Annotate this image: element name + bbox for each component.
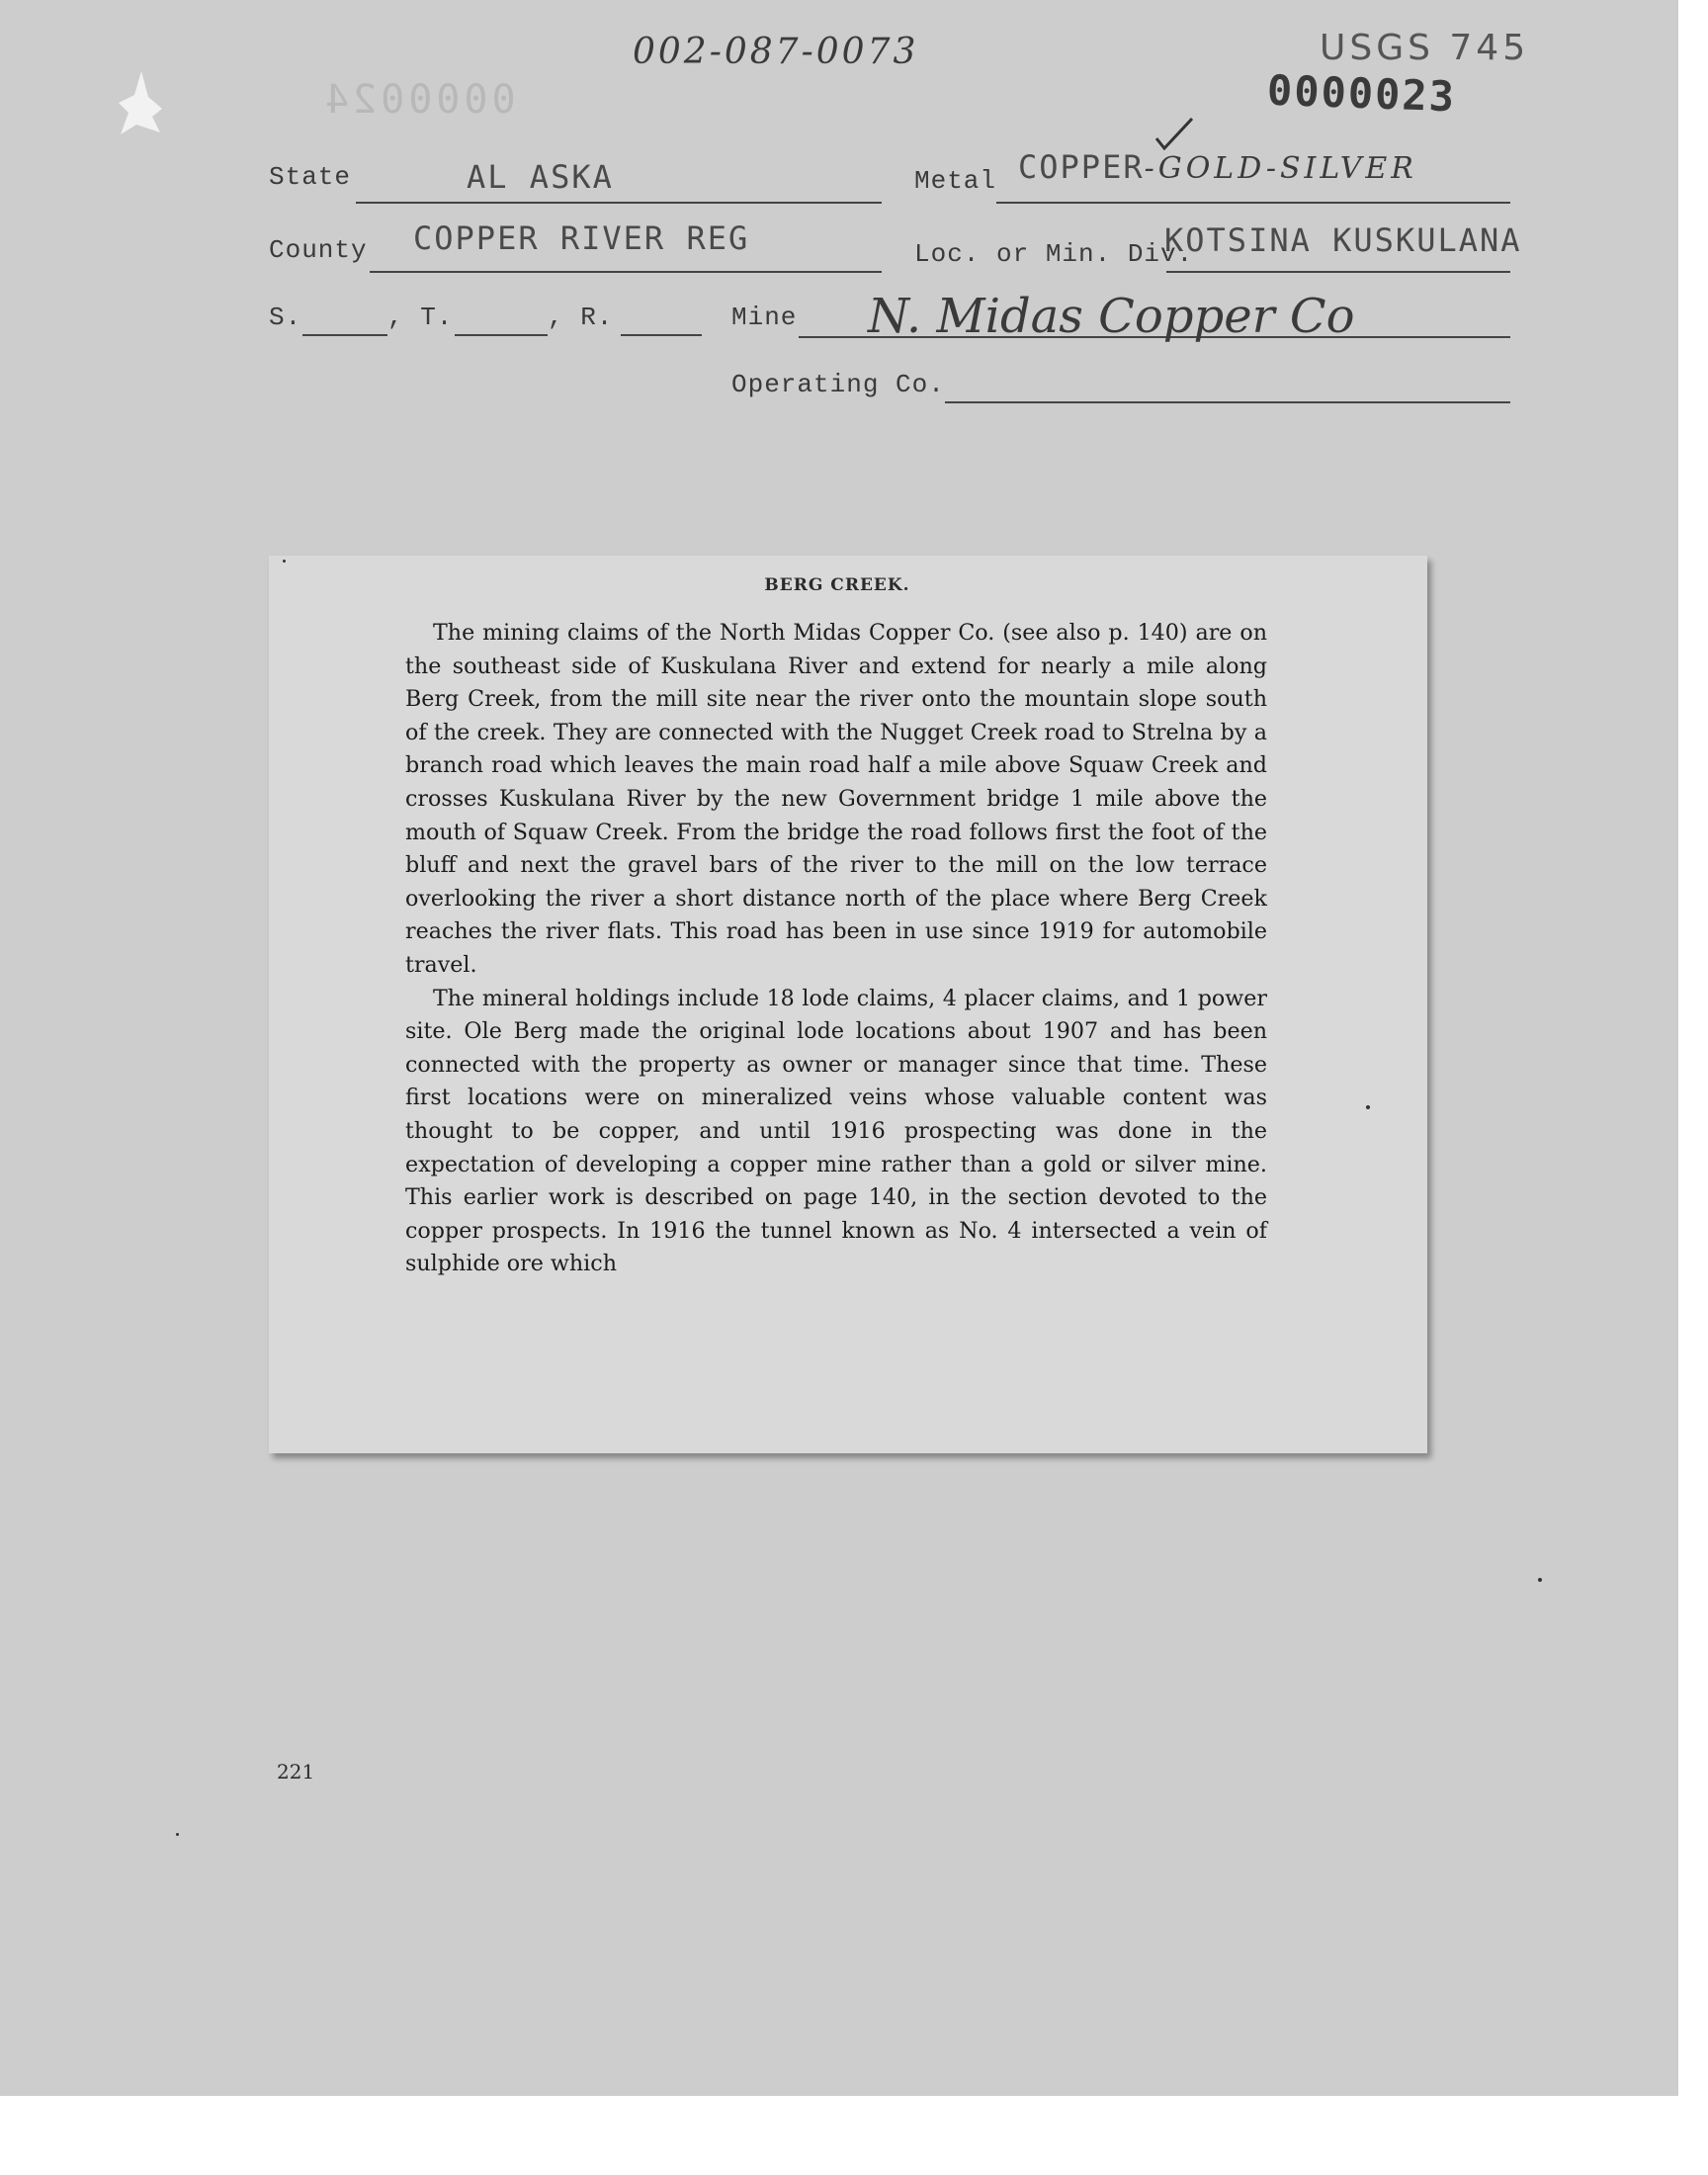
mine-value: N. Midas Copper Co xyxy=(868,289,1355,344)
speck xyxy=(283,560,286,563)
tear-mark xyxy=(117,69,166,138)
county-value: COPPER RIVER REG xyxy=(413,219,750,257)
county-underline xyxy=(370,271,882,273)
state-label: State xyxy=(269,162,352,192)
operating-co-label: Operating Co. xyxy=(731,370,945,399)
metal-underline xyxy=(996,202,1510,204)
state-value: AL ASKA xyxy=(467,158,614,196)
metal-label: Metal xyxy=(914,166,997,196)
range-label: , R. xyxy=(548,303,614,332)
speck xyxy=(1366,1105,1370,1109)
range-underline xyxy=(621,334,702,336)
section-label: S. xyxy=(269,303,302,332)
section-underline xyxy=(302,334,387,336)
speck xyxy=(176,1833,179,1836)
metal-value xyxy=(1018,148,1417,186)
operating-co-underline xyxy=(945,401,1510,403)
loc-underline xyxy=(1166,271,1510,273)
clipping-body xyxy=(405,617,1267,1281)
check-mark-icon xyxy=(1154,117,1194,150)
document-id: 002-087-0073 xyxy=(633,32,919,72)
speck xyxy=(1538,1578,1542,1582)
loc-label: Loc. or Min. Div. xyxy=(914,239,1194,269)
clipping-paragraph: The mining claims of the North Midas Copper Co. (see also p. 140) are on the southeast side of Kuskulana River and extend for nearly a mile along Berg Creek, from the mill site near the river onto the mountain slope south of the creek. They are connected with the Nugget Creek road to Strelna by a branch road which leaves the main road half a mile above Squaw Creek and crosses Kuskulana River by the new Government bridge 1 mile above the mouth of Squaw Creek. From the bridge the road follows first the foot of the bluff and next the gravel bars of the river to the mill on the low terrace overlooking the river a short distance north of the place where Berg Creek reaches the river flats. This road has been in use since 1919 for automobile travel. xyxy=(405,620,1267,978)
bleedthrough-number: 0000024 xyxy=(321,77,516,123)
loc-value: KOTSINA KUSKULANA xyxy=(1164,221,1522,259)
text-clipping xyxy=(269,556,1427,1453)
page-number: 221 xyxy=(277,1760,315,1784)
county-label: County xyxy=(269,235,368,265)
township-underline xyxy=(455,334,548,336)
clipping-heading: BERG CREEK. xyxy=(764,575,910,595)
card-number: 0000023 xyxy=(1266,65,1457,122)
metal-handwritten: -GOLD-SILVER xyxy=(1144,151,1417,186)
usgs-number: USGS 745 xyxy=(1320,28,1530,68)
metal-typed: COPPER xyxy=(1018,148,1145,186)
clipping-paragraph: The mineral holdings include 18 lode claims, 4 placer claims, and 1 power site. Ole Berg made the original lode locations about 1907 and has been connected with the property as owner or manager since that time. These first locations were on mineralized veins whose valuable content was thought to be copper, and until 1916 prospecting was done in the expectation of developing a copper mine rather than a gold or silver mine. This earlier work is described on page 140, in the section devoted to the copper prospects. In 1916 the tunnel known as No. 4 intersected a vein of sulphide ore which xyxy=(405,985,1267,1277)
township-label: , T. xyxy=(387,303,454,332)
mine-label: Mine xyxy=(731,303,798,332)
state-underline xyxy=(356,202,882,204)
